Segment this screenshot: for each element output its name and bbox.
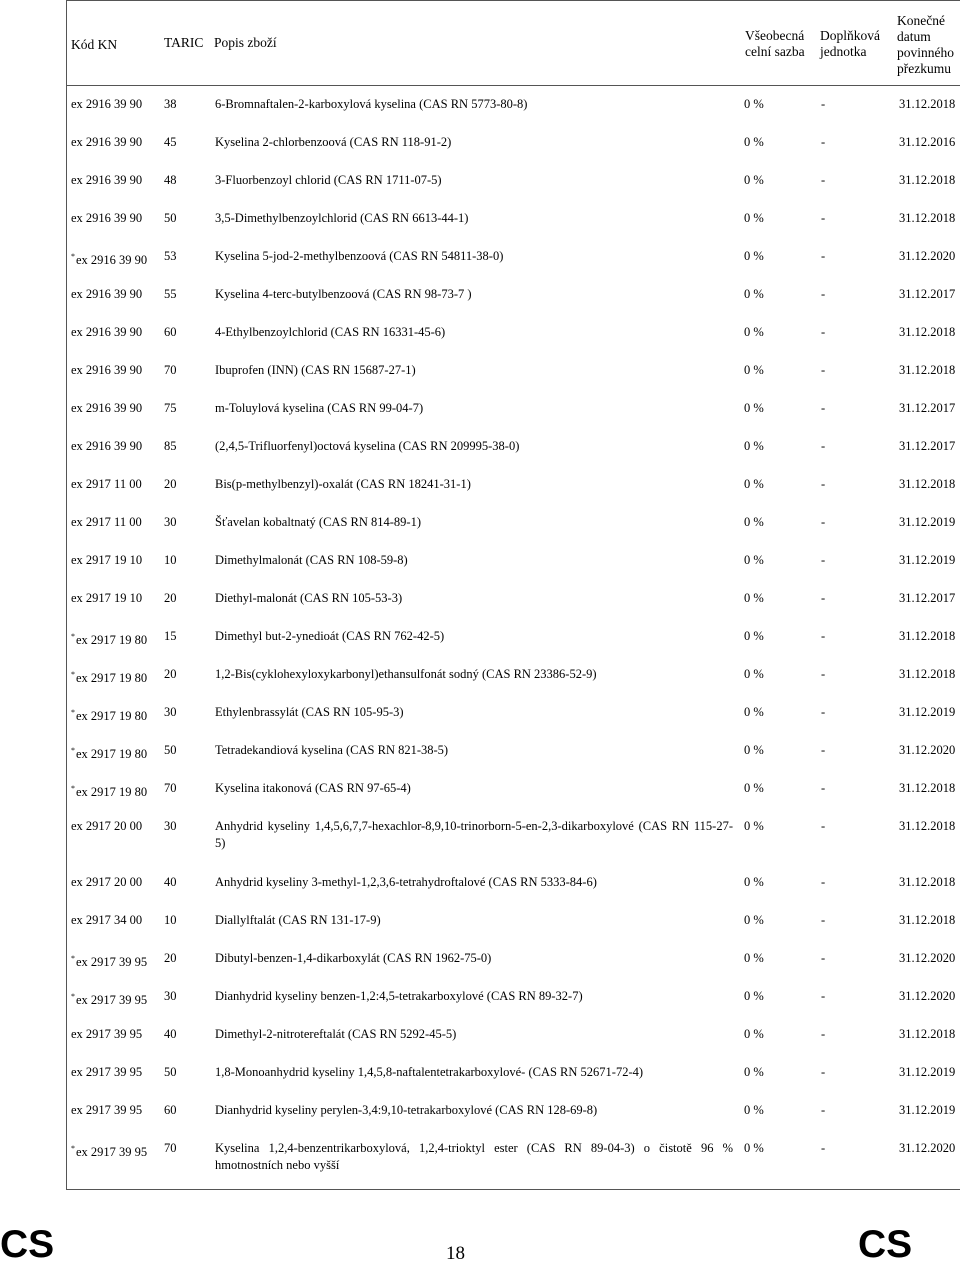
cell-datum: 31.12.2018	[899, 875, 956, 889]
cell-datum: 31.12.2020	[899, 249, 956, 263]
cell-datum: 31.12.2020	[899, 989, 956, 1003]
cell-kod-kn	[71, 742, 147, 763]
cell-jednotka: -	[821, 743, 826, 757]
cell-popis: Tetradekandiová kyselina (CAS RN 821-38-5)	[215, 743, 449, 757]
cell-jednotka: -	[821, 515, 826, 529]
cell-taric: 48	[164, 173, 177, 187]
cell-jednotka: -	[821, 363, 826, 377]
cell-datum: 31.12.2020	[899, 743, 956, 757]
cell-kod-kn	[71, 96, 142, 113]
cell-kod-kn	[71, 438, 142, 455]
cell-kod-text: ex 2916 39 90	[71, 287, 143, 301]
change-marker: *	[71, 992, 75, 1001]
change-marker: *	[71, 670, 75, 679]
header-datum-line3: povinného	[897, 45, 954, 60]
cell-kod-kn	[71, 400, 142, 417]
cell-kod-text: ex 2916 39 90	[71, 211, 143, 225]
cell-celni-sazba: 0 %	[744, 1027, 764, 1041]
cell-datum: 31.12.2018	[899, 363, 956, 377]
cell-popis: 3,5-Dimethylbenzoylchlorid (CAS RN 6613-44-1)	[215, 211, 469, 225]
cell-jednotka: -	[821, 325, 826, 339]
change-marker: *	[71, 252, 75, 261]
cell-jednotka: -	[821, 249, 826, 263]
cell-taric: 70	[164, 363, 177, 377]
cell-popis: Kyselina 1,2,4-benzentrikarboxylová, 1,2,4-trioktyl ester (CAS RN 89-04-3) o čistotě 96 % hmotnostních nebo vyšší	[215, 1141, 733, 1172]
cell-popis: Diethyl-malonát (CAS RN 105-53-3)	[215, 591, 403, 605]
cell-taric: 70	[164, 1141, 177, 1155]
cell-kod-kn	[71, 1064, 142, 1081]
cell-kod-text: ex 2917 19 10	[71, 591, 143, 605]
cell-kod-kn	[71, 1140, 147, 1161]
cell-kod-text: ex 2917 20 00	[71, 875, 143, 889]
cell-celni-sazba: 0 %	[744, 875, 764, 889]
cell-datum: 31.12.2017	[899, 439, 956, 453]
cell-popis: Dimethyl-2-nitrotereftalát (CAS RN 5292-45-5)	[215, 1027, 457, 1041]
cell-popis: Bis(p-methylbenzyl)-oxalát (CAS RN 18241-31-1)	[215, 477, 471, 491]
header-sazba-line1: Všeobecná	[745, 28, 805, 43]
change-marker: *	[71, 746, 75, 755]
cell-jednotka: -	[821, 629, 826, 643]
cell-celni-sazba: 0 %	[744, 249, 764, 263]
cell-kod-text: ex 2916 39 90	[71, 97, 143, 111]
cell-kod-kn	[71, 134, 142, 151]
cell-taric: 75	[164, 401, 177, 415]
cell-kod-text: ex 2916 39 90	[71, 439, 143, 453]
cell-kod-kn	[71, 514, 142, 531]
cell-kod-kn	[71, 552, 142, 569]
cell-kod-text: ex 2917 11 00	[71, 515, 142, 529]
cell-celni-sazba: 0 %	[744, 287, 764, 301]
cell-popis: Šťavelan kobaltnatý (CAS RN 814-89-1)	[215, 515, 422, 529]
cell-jednotka: -	[821, 287, 826, 301]
cell-datum: 31.12.2018	[899, 781, 956, 795]
cell-kod-kn	[71, 988, 147, 1009]
cell-datum: 31.12.2019	[899, 1103, 956, 1117]
cell-jednotka: -	[821, 135, 826, 149]
cell-taric: 53	[164, 249, 177, 263]
cell-jednotka: -	[821, 1141, 826, 1155]
cell-kod-kn	[71, 1102, 142, 1119]
cell-datum: 31.12.2019	[899, 515, 956, 529]
cell-datum: 31.12.2019	[899, 705, 956, 719]
table-header	[67, 1, 960, 86]
cell-taric: 10	[164, 553, 177, 567]
change-marker: *	[71, 1144, 75, 1153]
cell-taric: 15	[164, 629, 177, 643]
cell-celni-sazba: 0 %	[744, 951, 764, 965]
cell-taric: 55	[164, 287, 177, 301]
cell-kod-kn	[71, 286, 142, 303]
cell-taric: 40	[164, 1027, 177, 1041]
cell-datum: 31.12.2018	[899, 477, 956, 491]
cell-jednotka: -	[821, 439, 826, 453]
cell-celni-sazba: 0 %	[744, 135, 764, 149]
cell-kod-text: ex 2916 39 90	[71, 135, 143, 149]
cell-jednotka: -	[821, 1027, 826, 1041]
cell-popis: 1,2-Bis(cyklohexyloxykarbonyl)ethansulfonát sodný (CAS RN 23386-52-9)	[215, 667, 597, 681]
header-kod-kn: Kód KN	[71, 37, 118, 52]
header-datum-prezkumu	[897, 13, 954, 77]
cell-celni-sazba: 0 %	[744, 401, 764, 415]
cell-celni-sazba: 0 %	[744, 705, 764, 719]
cell-kod-text: ex 2917 19 80	[76, 633, 148, 647]
cell-taric: 60	[164, 325, 177, 339]
cell-kod-kn	[71, 172, 142, 189]
cell-kod-kn	[71, 912, 142, 929]
cell-celni-sazba: 0 %	[744, 439, 764, 453]
cell-kod-text: ex 2917 39 95	[76, 1145, 148, 1159]
change-marker: *	[71, 784, 75, 793]
cell-kod-text: ex 2916 39 90	[71, 401, 143, 415]
header-datum-line2: datum	[897, 29, 931, 44]
cell-datum: 31.12.2018	[899, 173, 956, 187]
cell-datum: 31.12.2017	[899, 401, 956, 415]
cell-kod-text: ex 2917 39 95	[76, 993, 148, 1007]
cell-celni-sazba: 0 %	[744, 515, 764, 529]
cell-taric: 30	[164, 989, 177, 1003]
cell-jednotka: -	[821, 1065, 826, 1079]
cell-taric: 20	[164, 477, 177, 491]
cell-kod-kn	[71, 704, 147, 725]
cell-popis: Ethylenbrassylát (CAS RN 105-95-3)	[215, 705, 404, 719]
cell-popis: Ibuprofen (INN) (CAS RN 15687-27-1)	[215, 363, 416, 377]
cell-celni-sazba: 0 %	[744, 363, 764, 377]
cell-kod-text: ex 2917 19 10	[71, 553, 143, 567]
cell-kod-kn	[71, 248, 147, 269]
cell-kod-text: ex 2916 39 90	[71, 173, 143, 187]
cell-kod-text: ex 2917 19 80	[76, 785, 148, 799]
cell-popis: Anhydrid kyseliny 1,4,5,6,7,7-hexachlor-8,9,10-trinorborn-5-en-2,3-dikarboxylové (CAS RN 115-27-5)	[215, 819, 733, 850]
cell-datum: 31.12.2018	[899, 1027, 956, 1041]
cell-jednotka: -	[821, 97, 826, 111]
cell-kod-kn	[71, 780, 147, 801]
cell-celni-sazba: 0 %	[744, 97, 764, 111]
cell-popis: 3-Fluorbenzoyl chlorid (CAS RN 1711-07-5)	[215, 173, 442, 187]
cell-jednotka: -	[821, 477, 826, 491]
cell-celni-sazba: 0 %	[744, 743, 764, 757]
cell-kod-text: ex 2916 39 90	[71, 363, 143, 377]
cell-datum: 31.12.2020	[899, 951, 956, 965]
footer-language-left: CS	[0, 1223, 55, 1266]
cell-datum: 31.12.2019	[899, 553, 956, 567]
tariff-table	[66, 0, 960, 1190]
cell-popis: Dianhydrid kyseliny perylen-3,4:9,10-tetrakarboxylové (CAS RN 128-69-8)	[215, 1103, 598, 1117]
cell-taric: 38	[164, 97, 177, 111]
header-datum-line4: přezkumu	[897, 61, 951, 76]
cell-popis: Dibutyl-benzen-1,4-dikarboxylát (CAS RN 1962-75-0)	[215, 951, 492, 965]
cell-taric: 30	[164, 705, 177, 719]
header-sazba-line2: celní sazba	[745, 44, 805, 59]
cell-popis: 1,8-Monoanhydrid kyseliny 1,4,5,8-naftalentetrakarboxylové- (CAS RN 52671-72-4)	[215, 1065, 644, 1079]
cell-celni-sazba: 0 %	[744, 629, 764, 643]
cell-jednotka: -	[821, 705, 826, 719]
cell-taric: 60	[164, 1103, 177, 1117]
cell-celni-sazba: 0 %	[744, 913, 764, 927]
cell-jednotka: -	[821, 553, 826, 567]
cell-popis: Kyselina 4-terc-butylbenzoová (CAS RN 98-73-7 )	[215, 287, 472, 301]
cell-popis: (2,4,5-Trifluorfenyl)octová kyselina (CAS RN 209995-38-0)	[215, 439, 520, 453]
cell-taric: 50	[164, 743, 177, 757]
cell-celni-sazba: 0 %	[744, 1065, 764, 1079]
cell-jednotka: -	[821, 1103, 826, 1117]
cell-datum: 31.12.2016	[899, 135, 956, 149]
cell-taric: 30	[164, 515, 177, 529]
cell-kod-kn	[71, 590, 142, 607]
cell-celni-sazba: 0 %	[744, 553, 764, 567]
cell-popis: Diallylftalát (CAS RN 131-17-9)	[215, 913, 381, 927]
cell-jednotka: -	[821, 819, 826, 833]
cell-datum: 31.12.2018	[899, 97, 956, 111]
cell-datum: 31.12.2020	[899, 1141, 956, 1155]
cell-celni-sazba: 0 %	[744, 591, 764, 605]
cell-datum: 31.12.2018	[899, 211, 956, 225]
cell-taric: 30	[164, 819, 177, 833]
cell-jednotka: -	[821, 875, 826, 889]
cell-popis: m-Toluylová kyselina (CAS RN 99-04-7)	[215, 401, 424, 415]
cell-kod-kn	[71, 666, 147, 687]
cell-kod-kn	[71, 362, 142, 379]
cell-jednotka: -	[821, 401, 826, 415]
cell-popis: Dimethylmalonát (CAS RN 108-59-8)	[215, 553, 408, 567]
change-marker: *	[71, 632, 75, 641]
cell-kod-kn	[71, 628, 147, 649]
cell-celni-sazba: 0 %	[744, 211, 764, 225]
cell-kod-text: ex 2917 19 80	[76, 747, 148, 761]
cell-taric: 20	[164, 591, 177, 605]
change-marker: *	[71, 708, 75, 717]
cell-kod-text: ex 2917 39 95	[71, 1065, 143, 1079]
cell-celni-sazba: 0 %	[744, 667, 764, 681]
cell-popis: Kyselina 5-jod-2-methylbenzoová (CAS RN 54811-38-0)	[215, 249, 504, 263]
cell-popis: 4-Ethylbenzoylchlorid (CAS RN 16331-45-6)	[215, 325, 446, 339]
cell-celni-sazba: 0 %	[744, 325, 764, 339]
cell-popis: Kyselina 2-chlorbenzoová (CAS RN 118-91-2)	[215, 135, 452, 149]
cell-taric: 50	[164, 211, 177, 225]
cell-popis: Dimethyl but-2-ynedioát (CAS RN 762-42-5)	[215, 629, 445, 643]
cell-celni-sazba: 0 %	[744, 477, 764, 491]
cell-kod-kn	[71, 210, 142, 227]
cell-datum: 31.12.2018	[899, 819, 956, 833]
cell-celni-sazba: 0 %	[744, 1103, 764, 1117]
cell-kod-kn	[71, 874, 142, 891]
cell-datum: 31.12.2019	[899, 1065, 956, 1079]
cell-datum: 31.12.2017	[899, 287, 956, 301]
change-marker: *	[71, 954, 75, 963]
cell-kod-text: ex 2917 39 95	[76, 955, 148, 969]
cell-taric: 85	[164, 439, 177, 453]
header-jednotka-line2: jednotka	[820, 44, 867, 59]
cell-jednotka: -	[821, 781, 826, 795]
cell-jednotka: -	[821, 591, 826, 605]
cell-celni-sazba: 0 %	[744, 989, 764, 1003]
cell-kod-text: ex 2917 39 95	[71, 1103, 143, 1117]
cell-datum: 31.12.2018	[899, 325, 956, 339]
cell-taric: 50	[164, 1065, 177, 1079]
header-taric: TARIC	[164, 35, 204, 50]
cell-popis: Anhydrid kyseliny 3-methyl-1,2,3,6-tetrahydroftalové (CAS RN 5333-84-6)	[215, 875, 597, 889]
cell-popis: Dianhydrid kyseliny benzen-1,2:4,5-tetrakarboxylové (CAS RN 89-32-7)	[215, 989, 583, 1003]
cell-jednotka: -	[821, 211, 826, 225]
cell-taric: 20	[164, 951, 177, 965]
page-number: 18	[446, 1243, 465, 1264]
cell-taric: 20	[164, 667, 177, 681]
cell-celni-sazba: 0 %	[744, 173, 764, 187]
cell-kod-text: ex 2917 11 00	[71, 477, 142, 491]
cell-jednotka: -	[821, 951, 826, 965]
cell-jednotka: -	[821, 913, 826, 927]
cell-datum: 31.12.2018	[899, 667, 956, 681]
cell-kod-kn	[71, 476, 142, 493]
header-jednotka	[820, 28, 880, 60]
cell-celni-sazba: 0 %	[744, 781, 764, 795]
header-jednotka-line1: Doplňková	[820, 28, 880, 43]
header-popis: Popis zboží	[214, 35, 277, 50]
cell-kod-text: ex 2917 39 95	[71, 1027, 143, 1041]
cell-kod-text: ex 2917 34 00	[71, 913, 143, 927]
cell-kod-text: ex 2916 39 90	[71, 325, 143, 339]
cell-kod-kn	[71, 1026, 142, 1043]
cell-jednotka: -	[821, 667, 826, 681]
footer-language-right: CS	[858, 1223, 913, 1266]
cell-popis: 6-Bromnaftalen-2-karboxylová kyselina (CAS RN 5773-80-8)	[215, 97, 528, 111]
header-datum-line1: Konečné	[897, 13, 945, 28]
cell-datum: 31.12.2018	[899, 629, 956, 643]
cell-taric: 10	[164, 913, 177, 927]
header-celni-sazba	[745, 28, 805, 60]
cell-taric: 45	[164, 135, 177, 149]
cell-jednotka: -	[821, 989, 826, 1003]
cell-taric: 70	[164, 781, 177, 795]
cell-taric: 40	[164, 875, 177, 889]
cell-kod-text: ex 2916 39 90	[76, 253, 148, 267]
cell-kod-kn	[71, 324, 142, 341]
cell-popis: Kyselina itakonová (CAS RN 97-65-4)	[215, 781, 411, 795]
cell-kod-kn	[71, 818, 142, 835]
cell-celni-sazba: 0 %	[744, 1141, 764, 1155]
cell-kod-kn	[71, 950, 147, 971]
cell-kod-text: ex 2917 19 80	[76, 709, 148, 723]
cell-datum: 31.12.2018	[899, 913, 956, 927]
cell-datum: 31.12.2017	[899, 591, 956, 605]
cell-celni-sazba: 0 %	[744, 819, 764, 833]
cell-kod-text: ex 2917 19 80	[76, 671, 148, 685]
cell-jednotka: -	[821, 173, 826, 187]
cell-kod-text: ex 2917 20 00	[71, 819, 143, 833]
